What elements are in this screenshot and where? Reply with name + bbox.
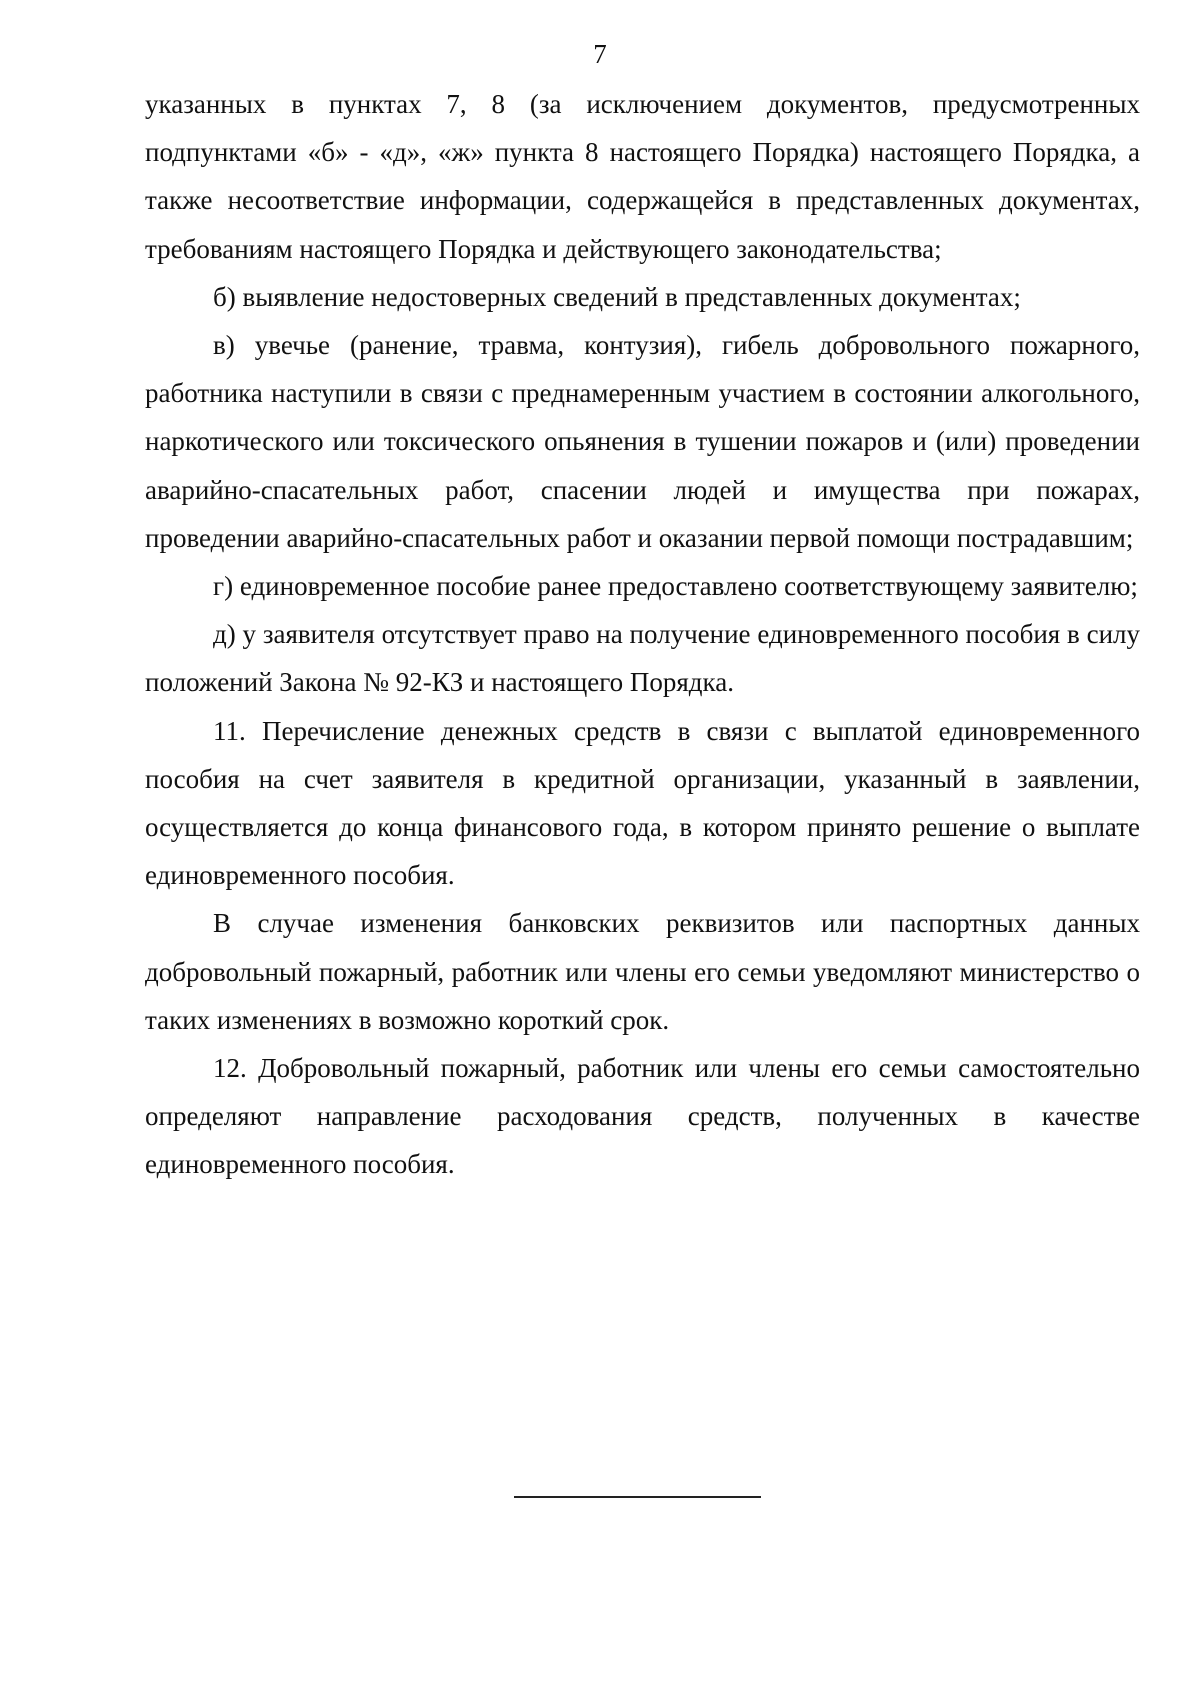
page-number: 7 xyxy=(593,39,607,69)
paragraph-item-v: в) увечье (ранение, травма, контузия), гибель добровольного пожарного, работника наступили в связи с преднамеренным участием в состоянии алкогольного, наркотического или токсического опьянения в тушении пожаров и (или) проведении аварийно-спасательных работ, спасении людей и имущества при пожарах, проведении аварийно-спасательных работ и оказании первой помощи пострадавшим; xyxy=(145,330,1140,553)
end-of-document-rule xyxy=(514,1496,761,1498)
paragraph-item-b: б) выявление недостоверных сведений в представленных документах; xyxy=(213,281,1021,312)
document-body xyxy=(145,80,1140,1189)
paragraph-section-11: 11. Перечисление денежных средств в связи с выплатой единовременного пособия на счет заявителя в кредитной организации, указанный в заявлении, осуществляется до конца финансового года, в котором принято решение о выплате единовременного пособия. xyxy=(145,715,1140,891)
paragraph-bank-details-change: В случае изменения банковских реквизитов или паспортных данных добровольный пожарный, работник или члены его семьи уведомляют министерство о таких изменениях в возможно короткий срок. xyxy=(145,908,1140,1035)
paragraph-item-g: г) единовременное пособие ранее предоставлено соответствующему заявителю; xyxy=(213,571,1138,602)
paragraph-item-d: д) у заявителя отсутствует право на получение единовременного пособия в силу положений Закона № 92-КЗ и настоящего Порядка. xyxy=(145,619,1140,698)
paragraph-section-12: 12. Добровольный пожарный, работник или члены его семьи самостоятельно определяют направление расходования средств, полученных в качестве единовременного пособия. xyxy=(145,1053,1140,1180)
paragraph-continuation: указанных в пунктах 7, 8 (за исключением документов, предусмотренных подпунктами «б» - «д», «ж» пункта 8 настоящего Порядка) настоящего Порядка, а также несоответствие информации, содержащейся в представленных документах, требованиям настоящего Порядка и действующего законодательства; xyxy=(145,89,1140,264)
